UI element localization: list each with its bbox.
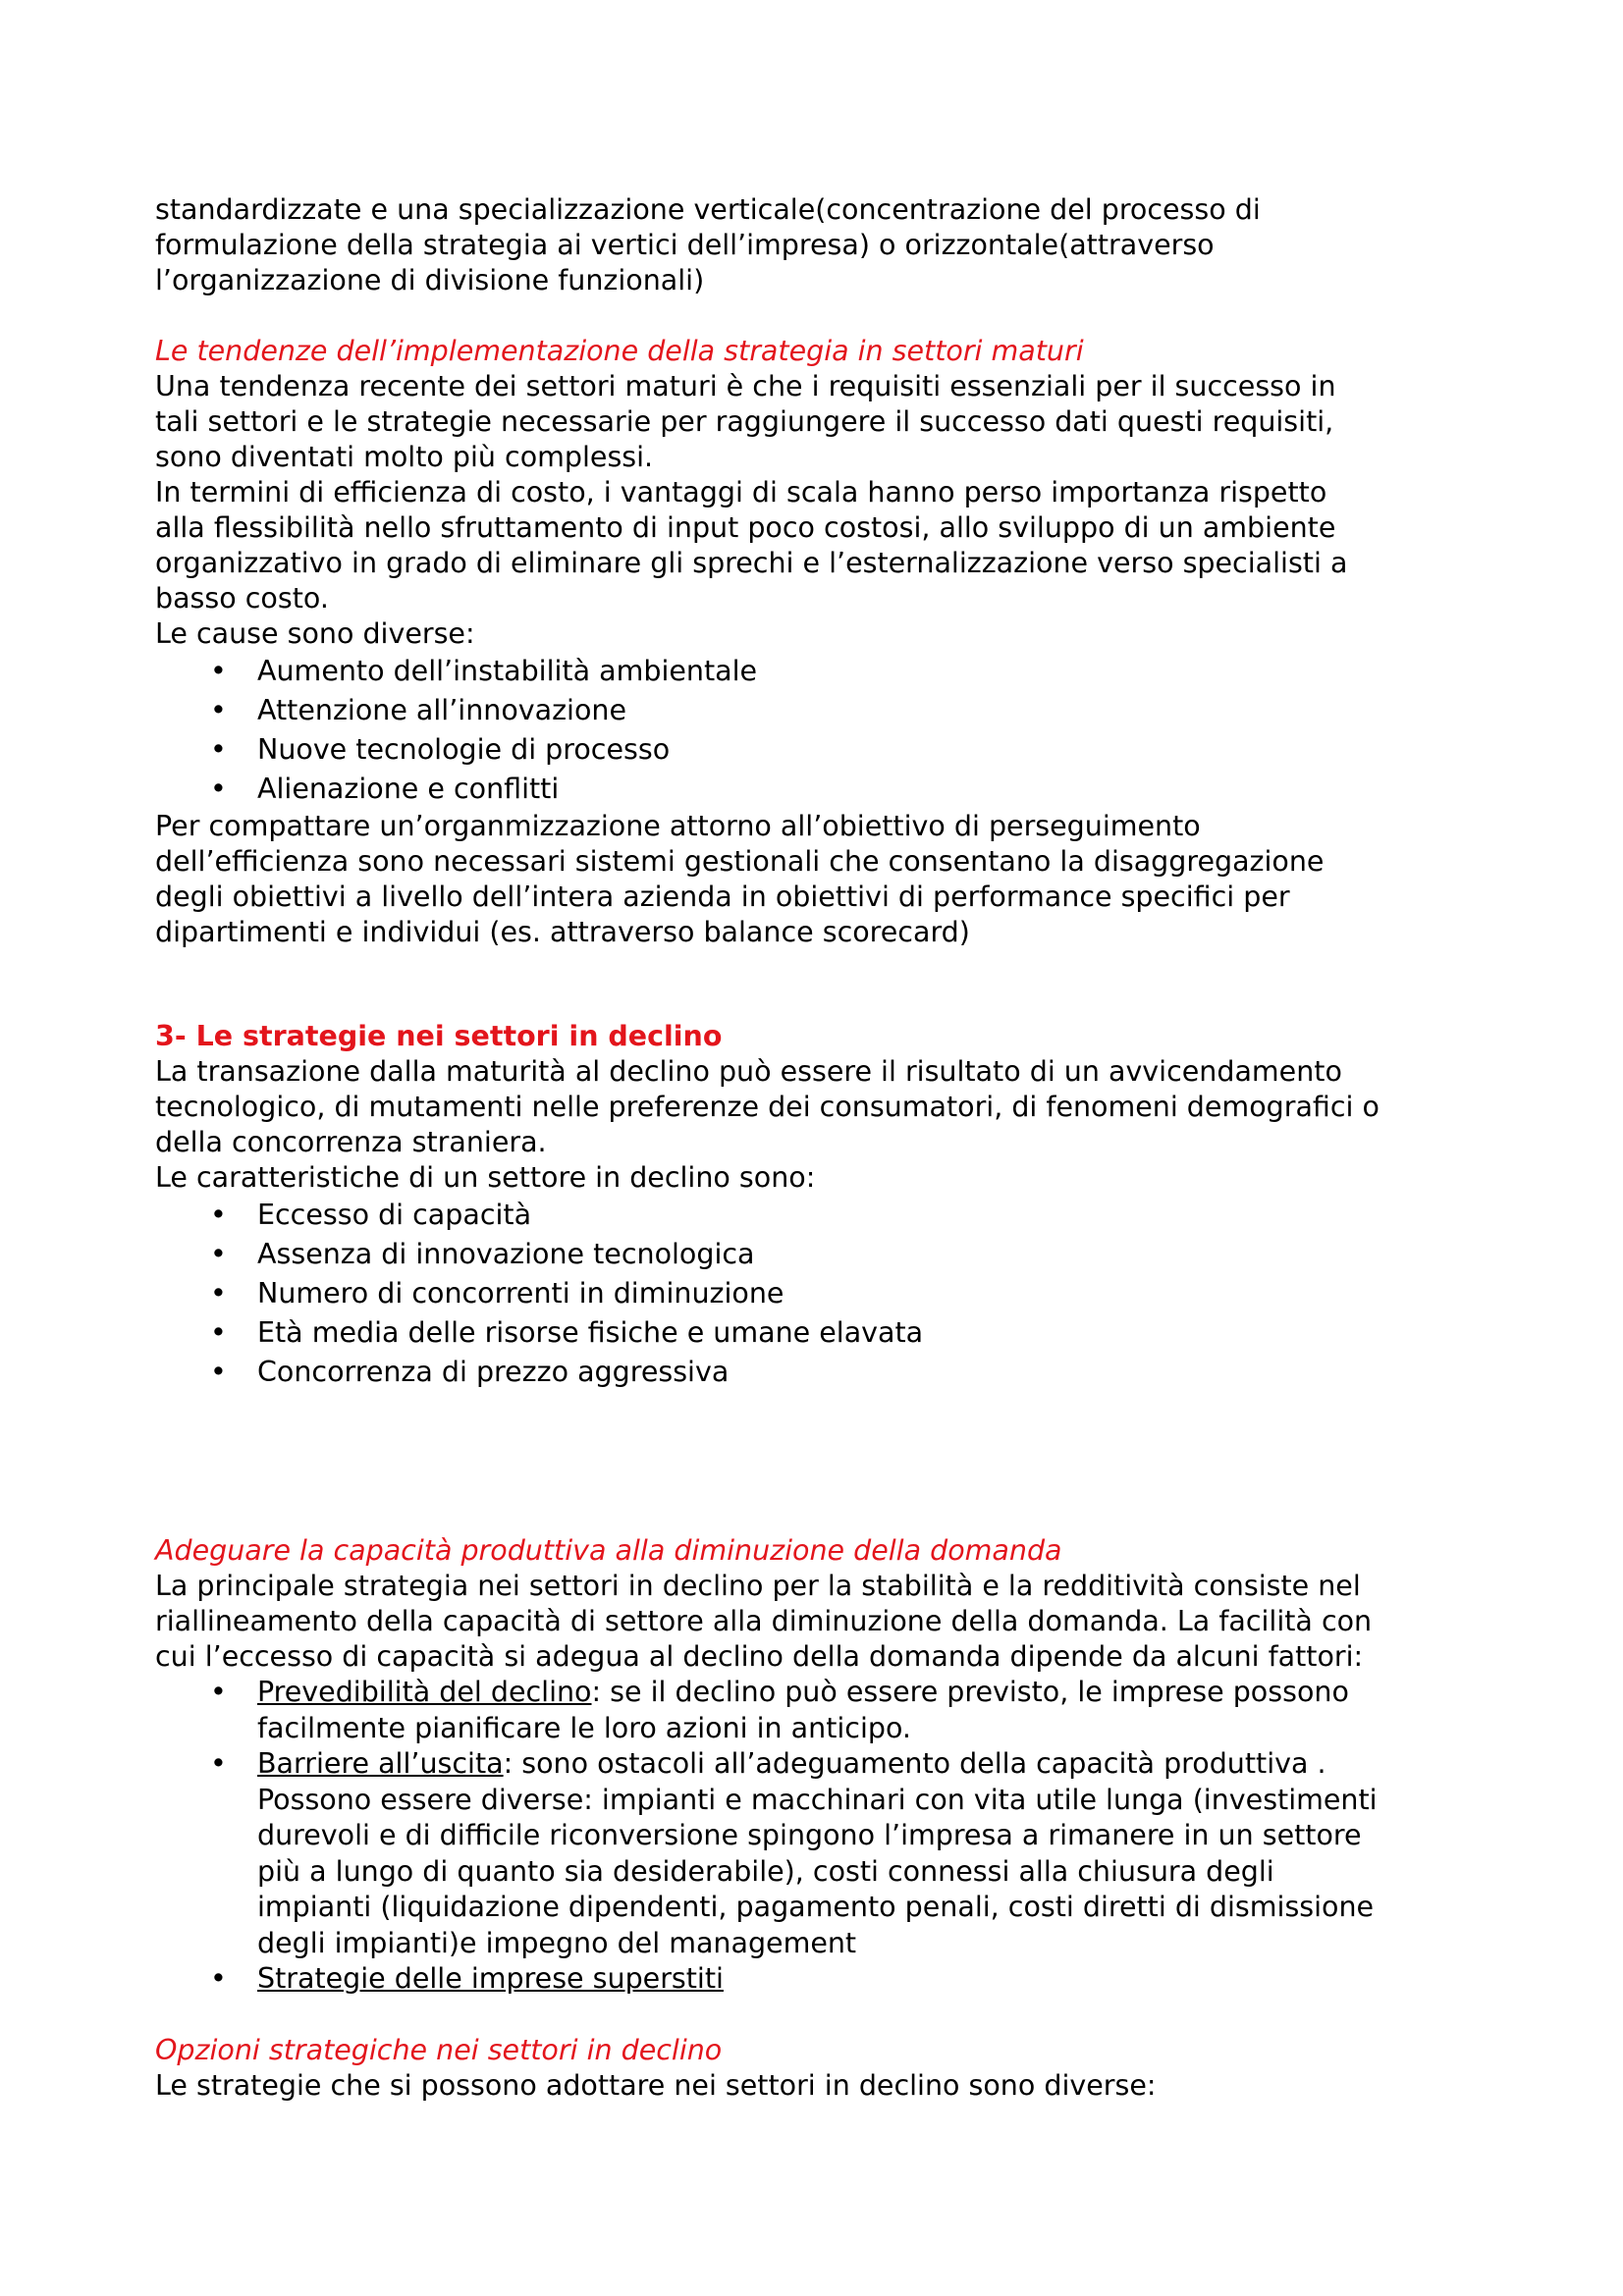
bullet-icon: • (210, 1962, 227, 1995)
mature-paragraph-3: Per compattare un’organmizzazione attorno all’obiettivo di perseguimento dell’efficienza sono necessari sistemi gestionali che consentano la disaggregazione degli obiettivi a livello dell’intera azienda in obiettivi di performance specifici per dipartimenti e individui (es. attraverso balance scorecard) (155, 810, 1325, 948)
list-item: • Eccesso di capacità (155, 1196, 1500, 1235)
list-item: • Aumento dell’instabilità ambientale (155, 652, 1500, 691)
section-heading-mature: Le tendenze dell’implementazione della strategia in settori maturi (155, 335, 1084, 367)
section-heading-capacity: Adeguare la capacità produttiva alla diminuzione della domanda (155, 1534, 1062, 1567)
list-item: • Numero di concorrenti in diminuzione (155, 1274, 1500, 1313)
list-item: • Età media delle risorse fisiche e umane elavata (155, 1313, 1500, 1353)
bullet-icon: • (210, 733, 227, 766)
list-item: • Prevedibilità del declino: se il declino può essere previsto, le imprese possono facilmente pianificare le loro azioni in anticipo. (210, 1676, 1349, 1744)
causes-intro: Le cause sono diverse: (155, 617, 475, 650)
bullet-icon: • (210, 1676, 227, 1708)
list-item: • Strategie delle imprese superstiti (155, 1961, 1500, 1998)
list-item: • Concorrenza di prezzo aggressiva (155, 1353, 1500, 1392)
bullet-icon: • (210, 1238, 227, 1270)
bullet-icon: • (210, 1277, 227, 1309)
list-item: • Attenzione all’innovazione (155, 691, 1500, 730)
mature-paragraph-2: In termini di efficienza di costo, i vantaggi di scala hanno perso importanza rispetto alla flessibilità nello sfruttamento di input poco costosi, allo sviluppo di un ambiente organizzativo in grado di eliminare gli sprechi e l’esternalizzazione verso specialisti a basso costo. (155, 476, 1348, 614)
list-item: • Nuove tecnologie di processo (155, 730, 1500, 770)
bullet-icon: • (210, 773, 227, 805)
bullet-icon: • (210, 1356, 227, 1388)
document-page (155, 192, 1500, 2104)
list-item: • Alienazione e conflitti (155, 770, 1500, 809)
bullet-icon: • (210, 1316, 227, 1349)
factors-list (155, 1675, 1500, 1998)
characteristics-intro: Le caratteristiche di un settore in declino sono: (155, 1161, 816, 1194)
list-item: • Barriere all’uscita: sono ostacoli all’adeguamento della capacità produttiva . Possono essere diverse: impianti e macchinari con vita utile lunga (investimenti durevoli e di difficile riconversione spingono l’impresa a rimanere in un settore più a lungo di quanto sia desiderabile), costi connessi alla chiusura degli impianti (liquidazione dipendenti, pagamento penali, costi diretti di dismissione degli impianti)e impegno del management (210, 1747, 1378, 1959)
capacity-paragraph-1: La principale strategia nei settori in declino per la stabilità e la redditività consiste nel riallineamento della capacità di settore alla diminuzione della domanda. La facilità con cui l’eccesso di capacità si adegua al declino della domanda dipende da alcuni fattori: (155, 1570, 1373, 1673)
characteristics-list (155, 1196, 1500, 1392)
section-heading-options: Opzioni strategiche nei settori in declino (155, 2033, 723, 2066)
bullet-icon: • (210, 694, 227, 726)
options-paragraph-1: Le strategie che si possono adottare nei settori in declino sono diverse: (155, 2068, 1157, 2102)
intro-paragraph: standardizzate e una specializzazione verticale(concentrazione del processo di formulazione della strategia ai vertici dell’impresa) o orizzontale(attraverso l’organizzazione di divisione funzionali) (155, 193, 1261, 296)
mature-paragraph-1: Una tendenza recente dei settori maturi è che i requisiti essenziali per il successo in tali settori e le strategie necessarie per raggiungere il successo dati questi requisiti, sono diventati molto più complessi. (155, 370, 1336, 473)
bullet-icon: • (210, 655, 227, 687)
section-heading-decline: 3- Le strategie nei settori in declino (155, 1020, 723, 1052)
list-item: • Assenza di innovazione tecnologica (155, 1235, 1500, 1274)
decline-paragraph-1: La transazione dalla maturità al declino può essere il risultato di un avvicendamento tecnologico, di mutamenti nelle preferenze dei consumatori, di fenomeni demografici o della concorrenza straniera. (155, 1055, 1380, 1158)
bullet-icon: • (210, 1747, 227, 1780)
causes-list (155, 652, 1500, 809)
bullet-icon: • (210, 1199, 227, 1231)
